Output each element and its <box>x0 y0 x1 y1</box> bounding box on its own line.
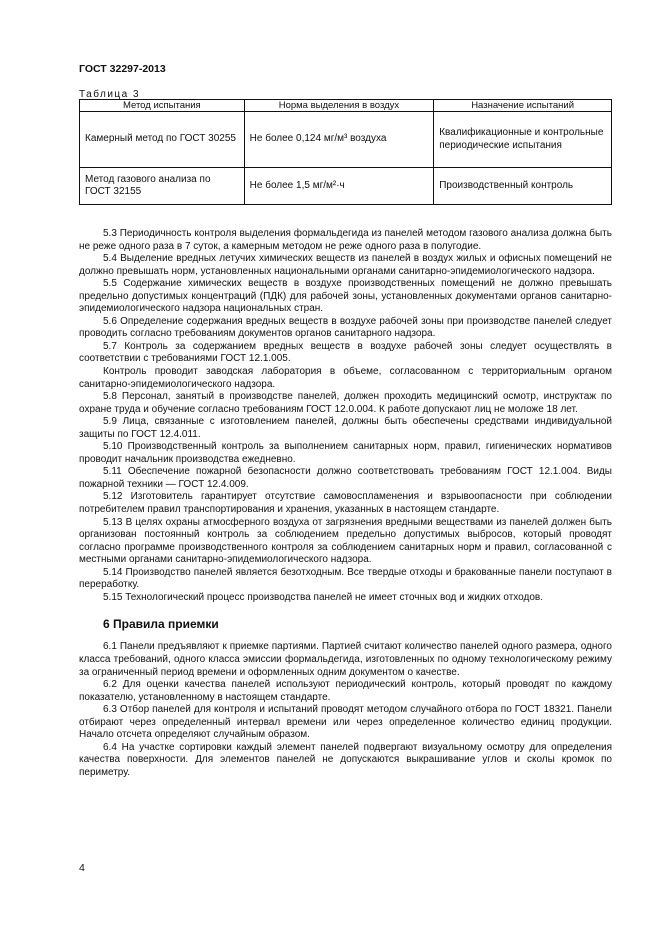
paragraph: 5.4 Выделение вредных летучих химических веществ из панелей в воздух жилых и офисных помещений не должно превышать норм, установленных национальными органами санитарно-эпидемиологического надзора. <box>79 253 612 277</box>
paragraph: 5.3 Периодичность контроля выделения формальдегида из панелей методом газового анализа должна быть не реже одного раза в 7 суток, а камерным методом не реже одного раза в полугодие. <box>79 228 612 252</box>
table-cell: Не более 1,5 мг/м²·ч <box>244 168 434 205</box>
paragraph: 5.5 Содержание химических веществ в воздухе производственных помещений не должно превышать предельно допустимых концентраций (ПДК) для рабочей зоны, установленных документами органов санитарно-эпидемиологического надзора национальных стран. <box>79 278 612 315</box>
paragraph: 6.2 Для оценки качества панелей используют периодический контроль, который проводят по каждому показателю, установленному в настоящем стандарте. <box>79 679 612 703</box>
paragraph: 5.11 Обеспечение пожарной безопасности должно соответствовать требованиям ГОСТ 12.1.004. Виды пожарной техники — ГОСТ 12.4.009. <box>79 466 612 490</box>
table-row <box>80 112 612 168</box>
paragraph: 5.8 Персонал, занятый в производстве панелей, должен проходить медицинский осмотр, инструктаж по охране труда и обучение согласно требованиям ГОСТ 12.0.004. К работе допускают лиц не моложе 18 лет. <box>79 391 612 415</box>
paragraph: 6.3 Отбор панелей для контроля и испытаний проводят методом случайного отбора по ГОСТ 18321. Панели отбирают через определенный интервал времени или через определенное количество единиц продукции. Начало отсчета определяют случайным образом. <box>79 704 612 741</box>
document-header: ГОСТ 32297-2013 <box>79 63 166 75</box>
paragraph: 6.1 Панели предъявляют к приемке партиями. Партией считают количество панелей одного размера, одного класса требований, одного класса эмиссии формальдегида, изготовленных по одному технологическому режиму за ограниченный период времени и оформленных одним документом о качестве. <box>79 641 612 678</box>
paragraph: 6.4 На участке сортировки каждый элемент панелей подвергают визуальному осмотру для определения качества поверхности. Для элементов панелей не допускаются выкрашивание углов и сколы кромок по периметру. <box>79 741 612 778</box>
paragraph: Контроль проводит заводская лаборатория в объеме, согласованном с территориальным органом санитарно-эпидемиологического надзора. <box>79 366 612 390</box>
table-row <box>80 168 612 205</box>
table-cell: Метод газового анализа по ГОСТ 32155 <box>80 168 245 205</box>
column-header: Норма выделения в воздух <box>244 100 434 112</box>
table-cell: Не более 0,124 мг/м³ воздуха <box>244 112 434 168</box>
body-text <box>79 228 612 779</box>
table-header-row <box>80 100 612 112</box>
paragraph: 5.7 Контроль за содержанием вредных веществ в воздухе рабочей зоны следует осуществлять в соответствии с требованиями ГОСТ 12.1.005. <box>79 340 612 365</box>
page-number: 4 <box>79 862 85 874</box>
paragraph: 5.15 Технологический процесс производства панелей не имеет сточных вод и жидких отходов. <box>103 591 544 603</box>
table-cell: Производственный контроль <box>434 168 612 205</box>
spec-table <box>79 99 612 205</box>
table-caption: Таблица 3 <box>79 89 141 100</box>
paragraph: 5.10 Производственный контроль за выполнением санитарных норм, правил, гигиенических нормативов проводит начальник производства ежедневно. <box>79 441 612 465</box>
paragraph: 5.6 Определение содержания вредных веществ в воздухе рабочей зоны при производстве панелей следует проводить согласно требованиям документов органов санитарного надзора. <box>79 315 612 340</box>
paragraph: 5.12 Изготовитель гарантирует отсутствие самовоспламенения и взрывоопасности при соблюдении потребителем правил транспортирования и хранения, указанных в настоящем стандарте. <box>79 491 612 516</box>
table-cell: Квалификационные и контрольные периодические испытания <box>434 112 612 168</box>
section-title: 6 Правила приемки <box>103 617 219 632</box>
paragraph: 5.13 В целях охраны атмосферного воздуха от загрязнения вредными веществами из панелей должен быть организован постоянный контроль за соблюдением предельно допустимых выбросов, который проводят согласно программе производственного контроля за соблюдением санитарных норм и правил, согласованной с местными органами санитарно-эпидемиологического надзора. <box>79 516 612 566</box>
paragraph: 5.9 Лица, связанные с изготовлением панелей, должны быть обеспечены средствами индивидуальной защиты по ГОСТ 12.4.011. <box>79 416 612 440</box>
paragraph: 5.14 Производство панелей является безотходным. Все твердые отходы и бракованные панели поступают в переработку. <box>79 566 612 591</box>
table-cell: Камерный метод по ГОСТ 30255 <box>80 112 245 168</box>
column-header: Метод испытания <box>80 100 245 112</box>
column-header: Назначение испытаний <box>434 100 612 112</box>
